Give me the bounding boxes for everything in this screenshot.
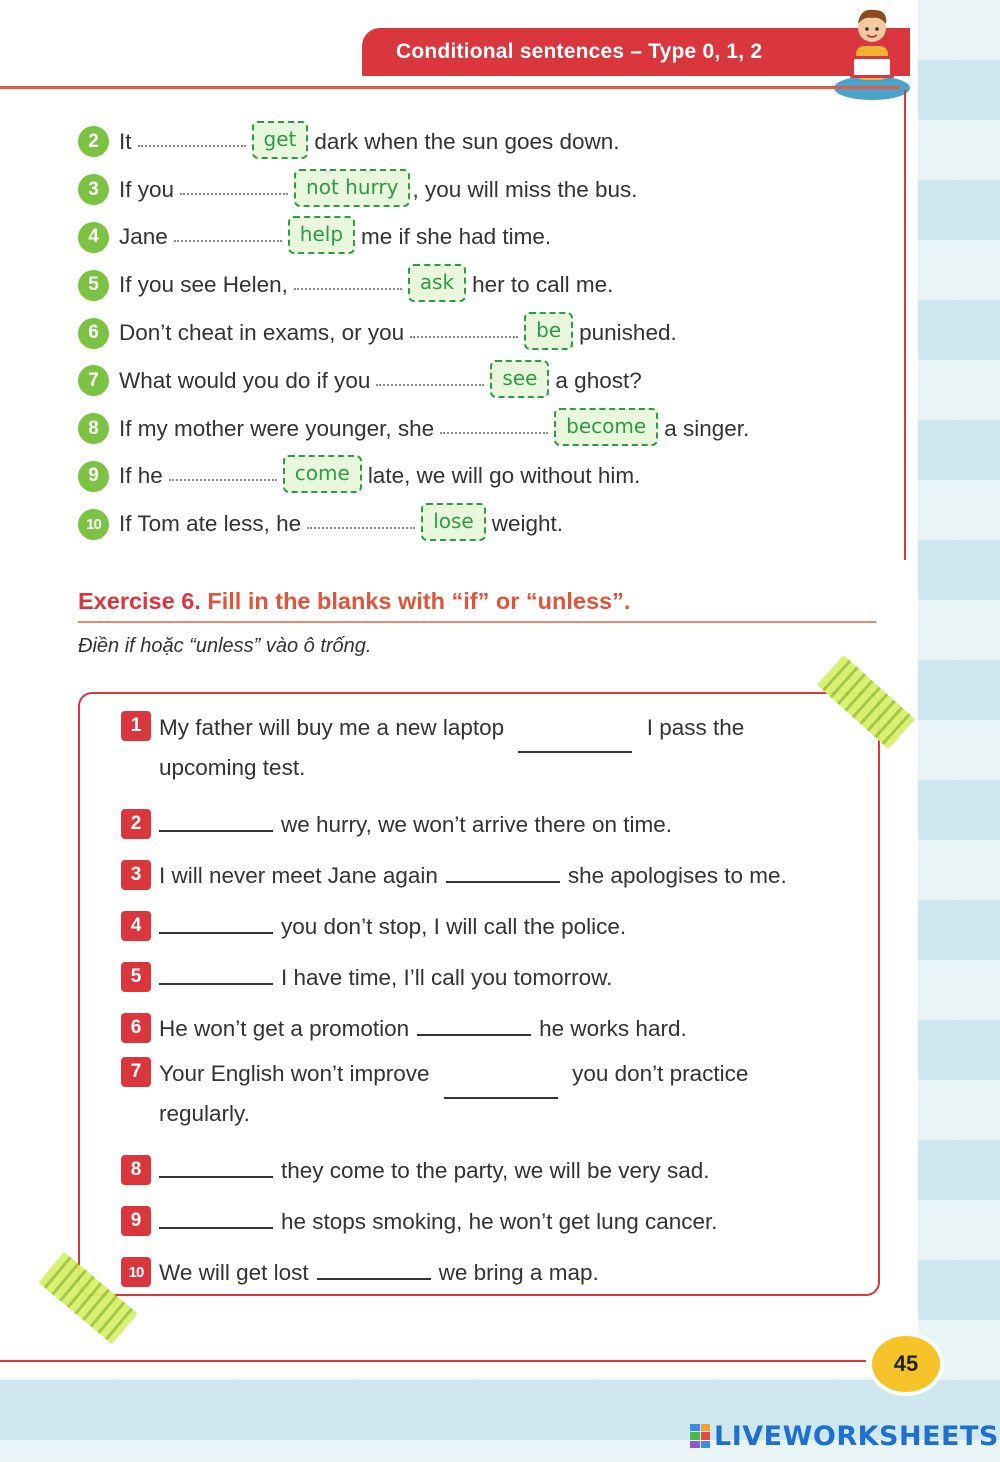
item-number: 2 xyxy=(78,126,109,157)
exercise5-item xyxy=(78,214,858,262)
item-number: 8 xyxy=(78,413,109,444)
item-number: 10 xyxy=(121,1257,151,1287)
item-line xyxy=(159,1054,837,1094)
exercise5-item xyxy=(78,118,858,166)
sentence-end: we hurry, we won’t arrive there on time. xyxy=(281,811,672,837)
answer-blank[interactable] xyxy=(159,932,273,934)
exercise6-title xyxy=(78,588,630,615)
exercise6-subtitle: Điền if hoặc “unless” vào ô trống. xyxy=(78,635,372,657)
item-number: 4 xyxy=(121,911,151,941)
item-number: 7 xyxy=(121,1057,151,1087)
exercise6-item xyxy=(121,1247,837,1298)
footer-divider xyxy=(0,1360,866,1362)
verb-hint: be xyxy=(524,312,573,350)
exercise5-item xyxy=(78,357,858,405)
verb-hint: see xyxy=(490,360,549,398)
item-number: 9 xyxy=(121,1206,151,1236)
item-number: 6 xyxy=(121,1013,151,1043)
item-number: 6 xyxy=(78,318,109,349)
sentence-start: Jane xyxy=(119,224,168,250)
sentence-start: If Tom ate less, he xyxy=(119,511,302,537)
sentence-start: If he xyxy=(119,463,163,489)
item-number: 2 xyxy=(121,809,151,839)
sentence-end: he works hard. xyxy=(539,1015,687,1041)
exercise5-item xyxy=(78,500,858,548)
answer-blank[interactable] xyxy=(159,830,273,832)
item-number: 3 xyxy=(78,174,109,205)
sentence-end: her to call me. xyxy=(472,272,614,298)
sentence-end: punished. xyxy=(579,320,677,346)
sentence-start: My father will buy me a new laptop xyxy=(159,715,505,740)
sentence-end: weight. xyxy=(491,511,564,537)
sentence-start: We will get lost xyxy=(159,1259,309,1285)
answer-blank[interactable] xyxy=(180,193,288,195)
sentence-end: you don’t practice xyxy=(572,1061,749,1086)
sentence-end: a ghost? xyxy=(555,367,642,393)
sentence-end: me if she had time. xyxy=(361,224,552,250)
exercise6-item xyxy=(121,952,837,1003)
verb-hint: lose xyxy=(421,503,486,541)
item-number: 3 xyxy=(121,860,151,890)
sentence-end: , you will miss the bus. xyxy=(412,176,638,202)
answer-blank[interactable] xyxy=(159,983,273,985)
sentence-end: we bring a map. xyxy=(438,1259,599,1285)
verb-hint: help xyxy=(288,216,355,254)
exercise6-item xyxy=(121,1003,837,1054)
sentence-end: he stops smoking, he won’t get lung cancer. xyxy=(281,1208,718,1234)
item-line xyxy=(159,708,837,748)
answer-blank[interactable] xyxy=(446,881,560,883)
exercise5-item xyxy=(78,166,858,214)
exercise6-item xyxy=(121,1054,837,1145)
exercise6-label: Exercise 6. xyxy=(78,588,201,614)
exercise6-item xyxy=(121,1145,837,1196)
sentence-end: a singer. xyxy=(664,415,750,441)
answer-blank[interactable] xyxy=(169,479,277,481)
answer-blank[interactable] xyxy=(317,1278,431,1280)
verb-hint: come xyxy=(283,455,362,493)
answer-blank[interactable] xyxy=(174,240,282,242)
item-number: 8 xyxy=(121,1155,151,1185)
answer-blank[interactable] xyxy=(518,751,632,753)
sentence-end: she apologises to me. xyxy=(567,862,787,888)
item-number: 10 xyxy=(78,509,109,540)
item-continuation: upcoming test. xyxy=(159,755,306,780)
item-number: 5 xyxy=(121,962,151,992)
exercise5-item xyxy=(78,453,858,501)
liveworksheets-icon xyxy=(690,1424,710,1448)
item-number: 9 xyxy=(78,461,109,492)
exercise6-instruction: Fill in the blanks with “if” or “unless”. xyxy=(207,588,631,614)
exercise5-item xyxy=(78,309,858,357)
exercise5-item xyxy=(78,261,858,309)
sentence-end: I pass the xyxy=(646,715,745,740)
exercise5-list xyxy=(78,118,858,548)
verb-hint: get xyxy=(252,121,309,159)
verb-hint: not hurry xyxy=(294,169,410,207)
sentence-start: I will never meet Jane again xyxy=(159,862,438,888)
exercise6-item xyxy=(121,1196,837,1247)
verb-hint: become xyxy=(554,408,658,446)
exercise6-divider xyxy=(78,621,876,623)
sentence-start: What would you do if you xyxy=(119,367,371,393)
exercise6-item xyxy=(121,708,837,799)
exercise6-item xyxy=(121,850,837,901)
page-title: Conditional sentences – Type 0, 1, 2 xyxy=(362,28,910,76)
exercise6-item xyxy=(121,799,837,850)
sentence-start: If you xyxy=(119,176,175,202)
exercise5-item xyxy=(78,405,858,453)
answer-blank[interactable] xyxy=(138,145,246,147)
item-number: 4 xyxy=(78,222,109,253)
exercise6-item xyxy=(121,901,837,952)
answer-blank[interactable] xyxy=(307,527,415,529)
answer-blank[interactable] xyxy=(159,1227,273,1229)
sentence-start: Your English won’t improve xyxy=(159,1061,430,1086)
sentence-start: It xyxy=(119,128,132,154)
answer-blank[interactable] xyxy=(417,1034,531,1036)
sentence-end: late, we will go without him. xyxy=(367,463,641,489)
liveworksheets-logo xyxy=(690,1418,999,1454)
answer-blank[interactable] xyxy=(376,384,484,386)
item-continuation: regularly. xyxy=(159,1101,250,1126)
sentence-end: dark when the sun goes down. xyxy=(314,128,620,154)
verb-hint: ask xyxy=(408,264,466,302)
sentence-start: Don’t cheat in exams, or you xyxy=(119,320,405,346)
sentence-start: If you see Helen, xyxy=(119,272,288,298)
logo-text: LIVEWORKSHEETS xyxy=(714,1420,999,1452)
answer-blank[interactable] xyxy=(440,432,548,434)
page-number: 45 xyxy=(868,1332,944,1396)
answer-blank[interactable] xyxy=(294,288,402,290)
item-number: 1 xyxy=(121,711,151,741)
sentence-end: they come to the party, we will be very sad. xyxy=(281,1157,710,1183)
exercise6-list xyxy=(121,708,837,1298)
sentence-end: I have time, I’ll call you tomorrow. xyxy=(281,964,613,990)
item-number: 7 xyxy=(78,365,109,396)
sentence-start: If my mother were younger, she xyxy=(119,415,435,441)
answer-blank[interactable] xyxy=(159,1176,273,1178)
header-divider xyxy=(0,86,900,89)
sentence-start: He won’t get a promotion xyxy=(159,1015,410,1041)
sentence-end: you don’t stop, I will call the police. xyxy=(281,913,627,939)
answer-blank[interactable] xyxy=(410,336,518,338)
item-number: 5 xyxy=(78,270,109,301)
answer-blank[interactable] xyxy=(444,1097,558,1099)
